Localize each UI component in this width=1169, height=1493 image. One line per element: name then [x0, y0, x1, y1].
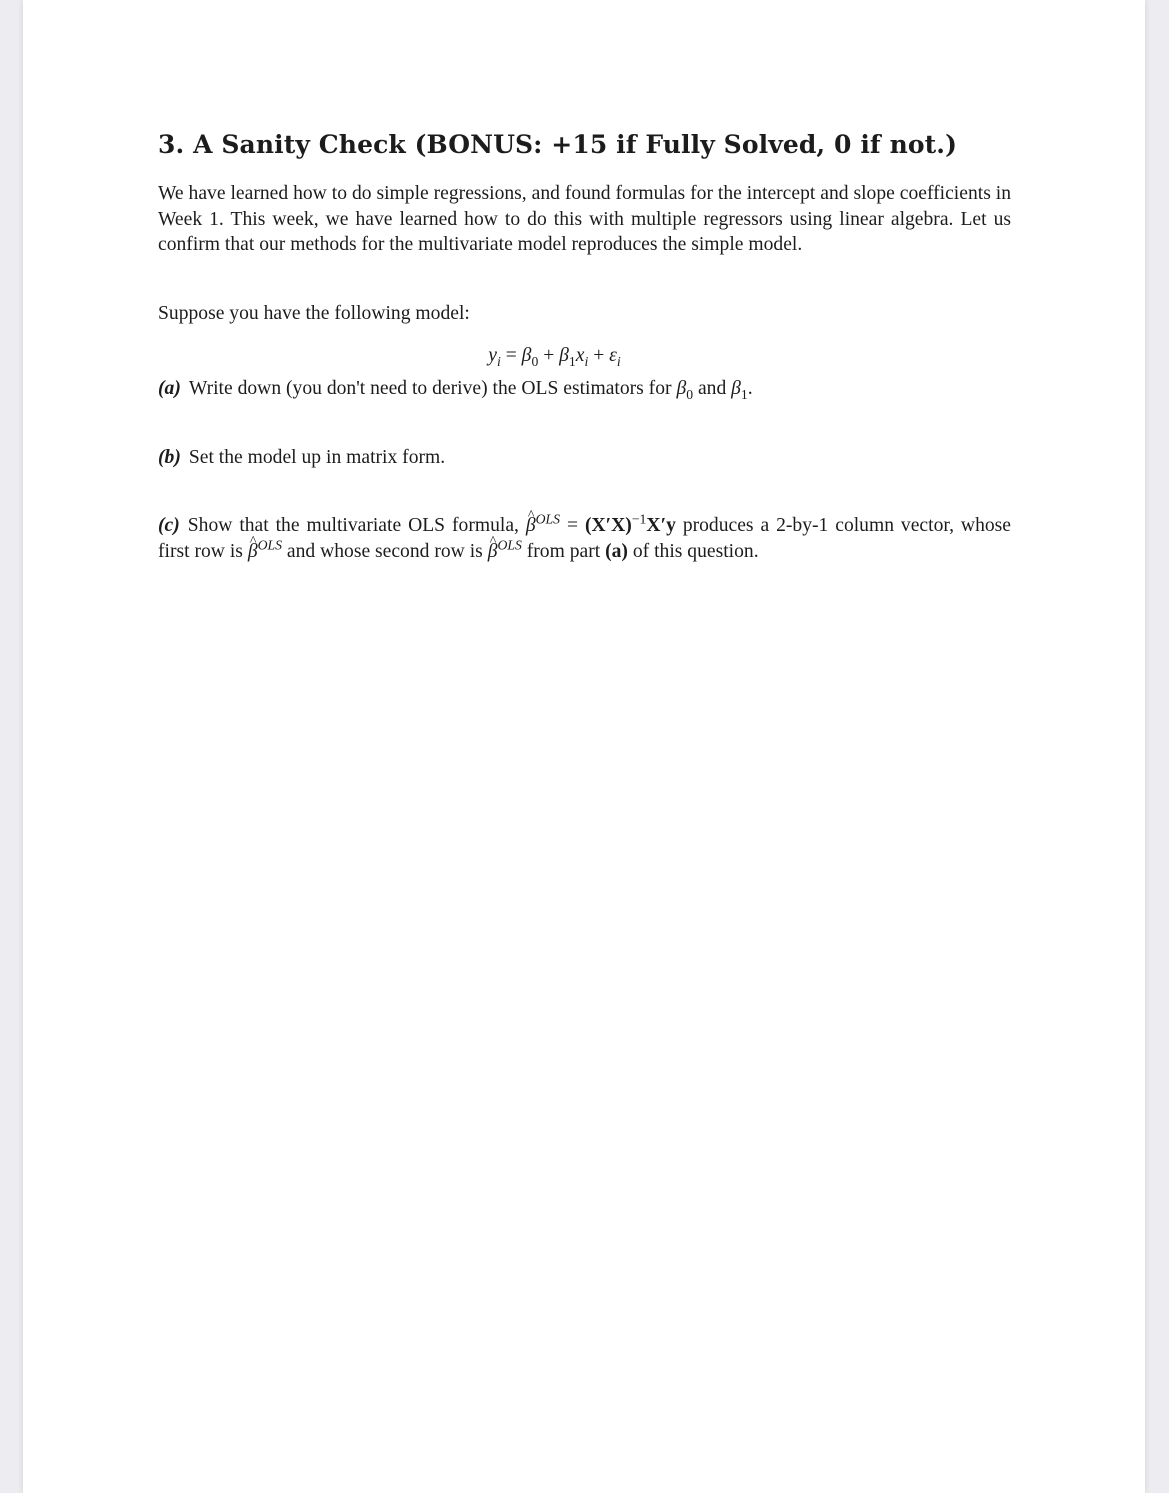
suppose-text: Suppose you have the following model:	[158, 303, 470, 325]
eq-y: y	[488, 344, 497, 366]
part-c	[158, 513, 1011, 564]
eq-y-sub: i	[497, 353, 501, 369]
part-b-label: (b)	[158, 446, 181, 468]
part-c-text-1: Show that the multivariate OLS formula,	[187, 515, 526, 537]
part-c-beta1-hat: ^ β	[488, 539, 498, 565]
eq-x-sub: i	[584, 353, 589, 369]
part-c-text-3: and whose second row is	[281, 540, 488, 562]
part-c-beta-hat: ^ β	[526, 513, 536, 539]
part-c-beta-sup: OLS	[535, 511, 561, 527]
part-a-beta0-sub: 0	[686, 386, 694, 402]
part-b	[158, 445, 1011, 471]
part-c-equals: =	[560, 515, 585, 537]
document-page	[23, 0, 1145, 1493]
question-content	[158, 124, 1011, 565]
eq-plus-1: +	[538, 344, 560, 366]
model-equation	[158, 343, 1011, 368]
part-c-text-5: of this question.	[627, 540, 759, 562]
part-a-end: .	[747, 377, 753, 399]
eq-epsilon: ε	[609, 344, 617, 366]
eq-beta1: β	[559, 344, 569, 366]
part-c-text-2: produces a 2-by-1 column vector, whose first row is	[158, 515, 1011, 562]
part-c-text-4: from part	[521, 540, 606, 562]
part-c-beta1-sup: OLS	[497, 537, 522, 553]
part-a-beta0: β	[676, 377, 687, 399]
eq-beta0: β	[521, 344, 532, 366]
part-c-ref: (a)	[605, 540, 628, 562]
eq-equals: =	[500, 344, 522, 366]
part-c-formula-sup: −1	[631, 511, 647, 527]
part-a	[158, 376, 1011, 402]
intro-paragraph: We have learned how to do simple regressions, and found formulas for the intercept and slope coefficients in Week 1. This week, we have learned how to do this with multiple regressors using linear algebra. Let us confirm that our methods for the multivariate model reproduces the simple model.	[158, 183, 1011, 256]
eq-beta0-sub: 0	[531, 353, 539, 369]
part-a-text: Write down (you don't need to derive) the OLS estimators for	[188, 377, 677, 399]
eq-x: x	[575, 344, 585, 366]
eq-plus-2: +	[588, 344, 610, 366]
part-b-text: Set the model up in matrix form.	[188, 446, 446, 468]
part-a-and: and	[693, 377, 732, 399]
part-a-beta1: β	[731, 377, 741, 399]
part-c-formula: (X′X)	[584, 515, 632, 537]
part-c-label: (c)	[158, 515, 180, 537]
part-c-formula-tail: X′y	[646, 515, 676, 537]
eq-beta1-sub: 1	[568, 353, 576, 369]
part-c-beta0-hat: ^ β	[248, 539, 258, 565]
part-a-label: (a)	[158, 377, 181, 399]
eq-epsilon-sub: i	[616, 353, 621, 369]
question-title: 3. A Sanity Check (BONUS: +15 if Fully Solved, 0 if not.)	[158, 130, 958, 159]
part-c-beta0-sup: OLS	[257, 537, 282, 553]
part-a-beta1-sub: 1	[740, 386, 748, 402]
